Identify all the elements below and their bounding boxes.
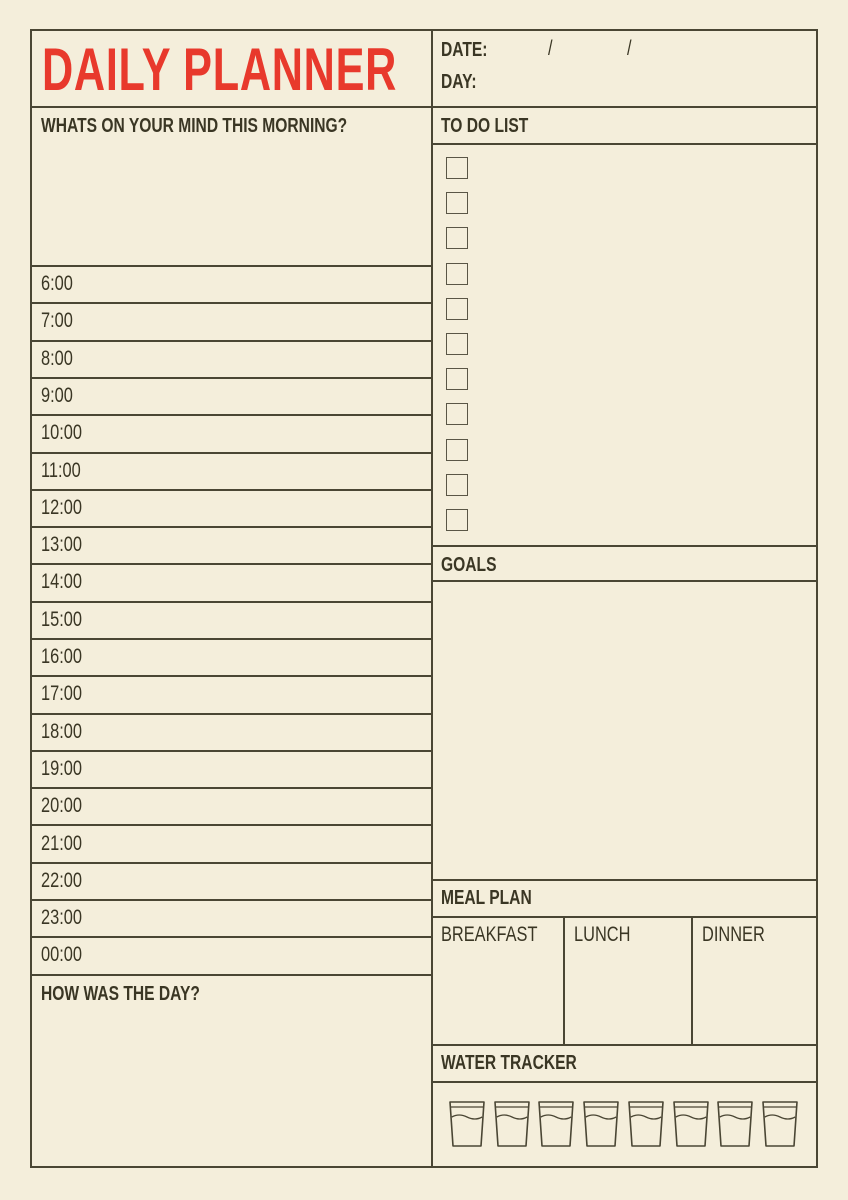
goals-label: GOALS	[441, 554, 497, 576]
water-glass-icon[interactable]	[761, 1099, 799, 1149]
schedule-time-label: 15:00	[41, 607, 82, 631]
goals-header-divider	[431, 580, 818, 582]
todo-list-label: TO DO LIST	[441, 115, 529, 137]
schedule-row-divider	[32, 340, 431, 342]
schedule-time-label: 17:00	[41, 682, 82, 706]
todo-checkbox[interactable]	[446, 368, 468, 390]
schedule-time-label: 20:00	[41, 794, 82, 818]
schedule-time-label: 23:00	[41, 906, 82, 930]
day-reflection-label: HOW WAS THE DAY?	[41, 983, 200, 1005]
todo-checkbox[interactable]	[446, 227, 468, 249]
water-tracker-label: WATER TRACKER	[441, 1052, 577, 1074]
meal-plan-label: MEAL PLAN	[441, 887, 532, 909]
todo-checkbox[interactable]	[446, 439, 468, 461]
meal-lunch-label: LUNCH	[574, 923, 631, 946]
date-separator-2: /	[627, 37, 632, 60]
meal-dinner-label: DINNER	[702, 923, 765, 946]
water-glass-icon[interactable]	[448, 1099, 486, 1149]
water-tracker-top-divider	[431, 1044, 818, 1046]
schedule-row-divider	[32, 899, 431, 901]
date-label: DATE:	[441, 39, 488, 61]
water-glass-icon[interactable]	[627, 1099, 665, 1149]
schedule-time-label: 21:00	[41, 831, 82, 855]
water-glass-icon[interactable]	[537, 1099, 575, 1149]
schedule-time-label: 18:00	[41, 719, 82, 743]
schedule-row-divider	[32, 675, 431, 677]
schedule-row-divider	[32, 452, 431, 454]
todo-checkbox[interactable]	[446, 474, 468, 496]
schedule-row-divider	[32, 638, 431, 640]
meal-plan-header-divider	[431, 916, 818, 918]
schedule-row-divider	[32, 489, 431, 491]
schedule-time-label: 00:00	[41, 943, 82, 967]
schedule-row-divider	[32, 787, 431, 789]
meal-column-divider-1	[563, 916, 565, 1044]
column-divider	[431, 31, 433, 1168]
schedule-time-label: 22:00	[41, 868, 82, 892]
morning-section-divider	[32, 265, 431, 267]
schedule-row-divider	[32, 526, 431, 528]
date-separator-1: /	[548, 37, 553, 60]
water-glass-icon[interactable]	[493, 1099, 531, 1149]
schedule-row-divider	[32, 414, 431, 416]
schedule-time-label: 16:00	[41, 645, 82, 668]
todo-checkbox[interactable]	[446, 157, 468, 179]
schedule-row-divider	[32, 601, 431, 603]
schedule-time-label: 13:00	[41, 533, 82, 557]
schedule-row-divider	[32, 862, 431, 864]
schedule-time-label: 19:00	[41, 756, 82, 780]
schedule-time-label: 8:00	[41, 346, 73, 370]
schedule-row-divider	[32, 824, 431, 826]
water-glass-icon[interactable]	[582, 1099, 620, 1149]
schedule-row-divider	[32, 713, 431, 715]
schedule-row-divider	[32, 377, 431, 379]
schedule-row-divider	[32, 302, 431, 304]
header-divider	[32, 106, 818, 108]
schedule-time-label: 14:00	[41, 570, 82, 594]
todo-checkbox[interactable]	[446, 192, 468, 214]
todo-checkbox[interactable]	[446, 298, 468, 320]
meal-plan-top-divider	[431, 879, 818, 881]
todo-checkbox[interactable]	[446, 403, 468, 425]
daily-planner-sheet	[30, 29, 818, 1168]
todo-checkbox[interactable]	[446, 263, 468, 285]
water-glass-icon[interactable]	[672, 1099, 710, 1149]
schedule-row-divider	[32, 974, 431, 976]
goals-top-divider	[431, 545, 818, 547]
schedule-time-label: 9:00	[41, 383, 73, 407]
water-glass-icon[interactable]	[716, 1099, 754, 1149]
day-label: DAY:	[441, 71, 477, 93]
schedule-time-label: 11:00	[41, 458, 81, 482]
schedule-time-label: 12:00	[41, 495, 82, 519]
schedule-row-divider	[32, 936, 431, 938]
todo-checkbox[interactable]	[446, 333, 468, 355]
meal-column-divider-2	[691, 916, 693, 1044]
water-tracker-header-divider	[431, 1081, 818, 1083]
schedule-time-label: 7:00	[41, 309, 73, 333]
page-title: DAILY PLANNER	[42, 36, 398, 103]
todo-header-divider	[431, 143, 818, 145]
schedule-time-label: 6:00	[41, 272, 73, 295]
morning-thoughts-label: WHATS ON YOUR MIND THIS MORNING?	[41, 115, 348, 137]
todo-checkbox[interactable]	[446, 509, 468, 531]
schedule-time-label: 10:00	[41, 421, 82, 445]
schedule-row-divider	[32, 563, 431, 565]
meal-breakfast-label: BREAKFAST	[441, 923, 538, 946]
schedule-row-divider	[32, 750, 431, 752]
